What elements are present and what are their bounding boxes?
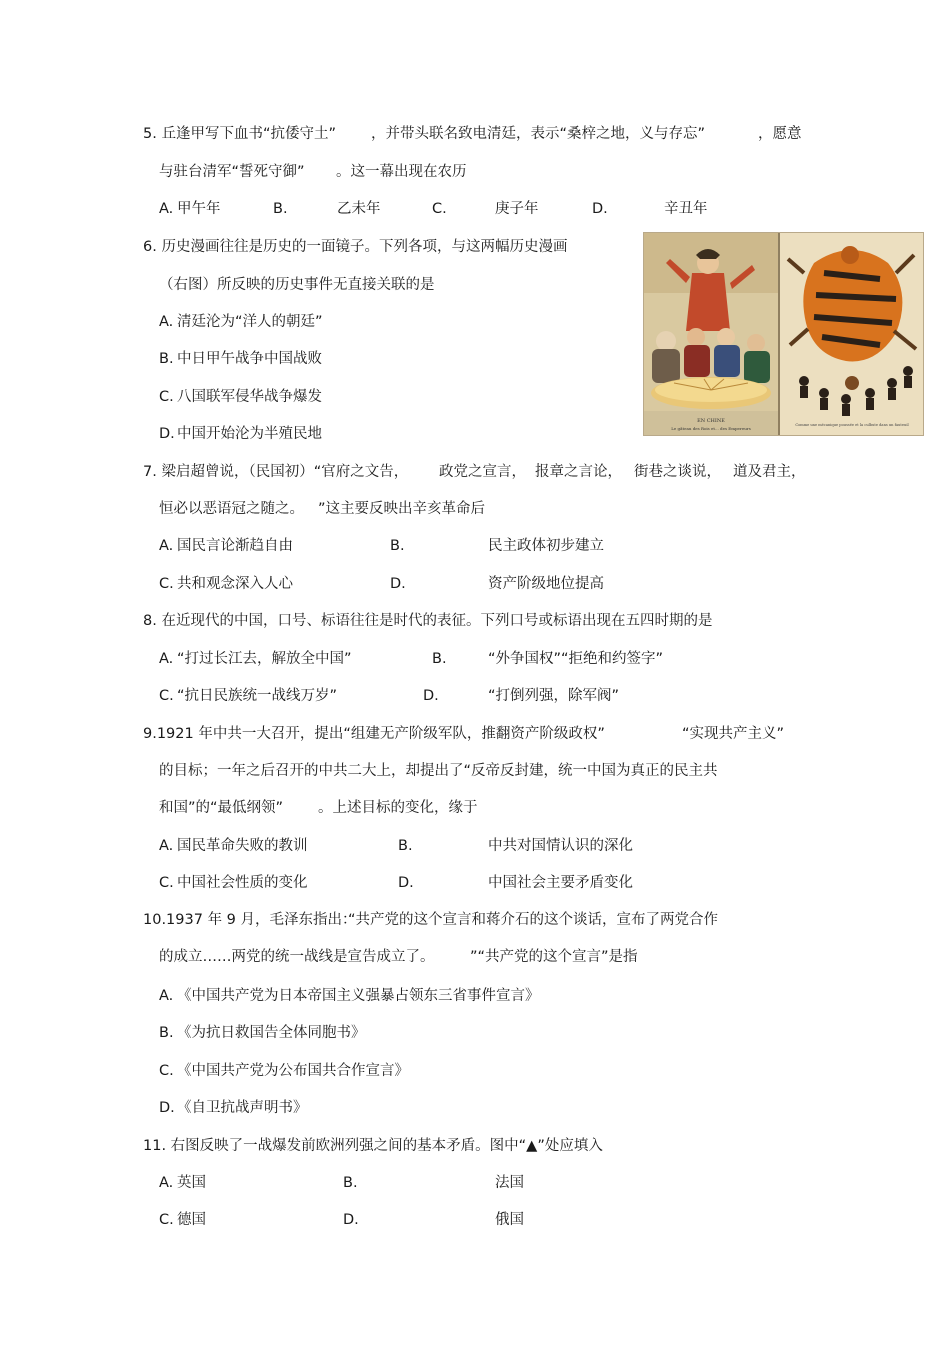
q11-option-d-letter: D. (343, 1212, 359, 1228)
q11-option-b-text: 法国 (495, 1175, 524, 1191)
q10-option-c-letter: C. (159, 1063, 174, 1079)
q11-option-c-text: 德国 (177, 1212, 206, 1228)
q9-line3-a: 和国”的“最低纲领” (159, 800, 284, 816)
q6-option-a-letter: A. (159, 314, 174, 330)
q9-line2: 的目标；一年之后召开的中共二大上，却提出了“反帝反封建，统一中国为真正的民主共 (159, 763, 718, 779)
q6-option-c-letter: C. (159, 389, 174, 405)
q8-option-d-text: “打倒列强，除军阀” (488, 688, 620, 704)
right-cartoon (780, 233, 924, 436)
q6-option-b-text: 中日甲午战争中国战败 (177, 351, 322, 367)
q10-line2-a: 的成立……两党的统一战线是宣告成立了。 (159, 949, 435, 965)
q8-option-d-letter: D. (423, 688, 439, 704)
q5-option-b-text: 乙未年 (337, 201, 381, 217)
q9-option-b-text: 中共对国情认识的深化 (488, 838, 633, 854)
q7-line2-a: 恒必以恶语冠之随之。 (159, 501, 304, 517)
q6-option-a-text: 清廷沦为“洋人的朝廷” (177, 314, 323, 330)
q6-option-c-text: 八国联军侵华战争爆发 (177, 389, 322, 405)
q11-option-b-letter: B. (343, 1175, 358, 1191)
q9-option-c-text: 中国社会性质的变化 (177, 875, 308, 891)
q7-option-c-letter: C. (159, 576, 174, 592)
q8-option-c-letter: C. (159, 688, 174, 704)
q10-line2-b: ”“共产党的这个宣言”是指 (470, 949, 638, 965)
q11-option-a-text: 英国 (177, 1175, 206, 1191)
q10-line1-a: 10.1937 年 9 月，毛泽东指出： (143, 912, 357, 928)
q7-line1-c: 报章之言论， (535, 464, 622, 480)
q10-option-b-letter: B. (159, 1025, 174, 1041)
q7-line1-a: 7. 梁启超曾说，（民国初）“官府之文告， (143, 464, 409, 480)
q5-option-d-letter: D. (592, 201, 608, 217)
q5-option-d-text: 辛丑年 (664, 201, 708, 217)
q6-line1: 6. 历史漫画往往是历史的一面镜子。下列各项，与这两幅历史漫画 (143, 239, 568, 255)
q9-option-d-text: 中国社会主要矛盾变化 (488, 875, 633, 891)
q5-line1-c: ，愿意 (758, 126, 802, 142)
q9-line1-b: “实现共产主义” (682, 726, 785, 742)
q6-option-d-letter: D. (159, 426, 175, 442)
q9-option-b-letter: B. (398, 838, 413, 854)
q7-line2-b: ”这主要反映出辛亥革命后 (318, 501, 486, 517)
q9-line3-b: 。上述目标的变化，缘于 (318, 800, 478, 816)
q5-option-c-letter: C. (432, 201, 447, 217)
q8-option-a-letter: A. (159, 651, 174, 667)
q8-option-c-text: “抗日民族统一战线万岁” (177, 688, 338, 704)
q9-option-a-text: 国民革命失败的教训 (177, 838, 308, 854)
q9-option-c-letter: C. (159, 875, 174, 891)
q5-line1-b: ，并带头联名致电清廷，表示“桑梓之地，义与存忘” (371, 126, 706, 142)
q7-option-d-text: 资产阶级地位提高 (488, 576, 604, 592)
q7-line1-e: 道及君主， (733, 464, 806, 480)
q5-line2-b: 。这一幕出现在农历 (336, 164, 467, 180)
q7-option-b-text: 民主政体初步建立 (488, 538, 604, 554)
left-cartoon-subcaption: Le gâteau des Rois et... des Empereurs (671, 426, 751, 431)
q8-option-b-letter: B. (432, 651, 447, 667)
left-cartoon (644, 233, 778, 436)
q10-option-a-letter: A. (159, 988, 174, 1004)
q6-line2: （右图）所反映的历史事件无直接关联的是 (159, 277, 435, 293)
q10-option-a-text: 《中国共产党为日本帝国主义强暴占领东三省事件宣言》 (177, 988, 540, 1004)
q9-option-a-letter: A. (159, 838, 174, 854)
q5-option-a-text: 甲午年 (177, 201, 221, 217)
q11-option-a-letter: A. (159, 1175, 174, 1191)
q7-option-c-text: 共和观念深入人心 (177, 576, 293, 592)
historical-cartoons-image (643, 232, 924, 436)
q11-line1: 11. 右图反映了一战爆发前欧洲列强之间的基本矛盾。图中“▲”处应填入 (143, 1138, 603, 1154)
q5-line1-a: 5. 丘逢甲写下血书“抗倭守土” (143, 126, 336, 142)
q7-line1-d: 街巷之谈说， (634, 464, 721, 480)
q7-option-a-letter: A. (159, 538, 174, 554)
q9-option-d-letter: D. (398, 875, 414, 891)
q7-line1-b: 政党之宣言， (439, 464, 526, 480)
q11-option-d-text: 俄国 (495, 1212, 524, 1228)
q7-option-b-letter: B. (390, 538, 405, 554)
right-cartoon-caption: Comme une mécanique poussée et la culbute dans un fauteuil (795, 423, 909, 427)
q7-option-d-letter: D. (390, 576, 406, 592)
q10-option-d-letter: D. (159, 1100, 175, 1116)
q11-option-c-letter: C. (159, 1212, 174, 1228)
q9-line1-a: 9.1921 年中共一大召开，提出“组建无产阶级军队，推翻资产阶级政权” (143, 726, 605, 742)
q8-option-b-text: “外争国权”“拒绝和约签字” (488, 651, 664, 667)
q6-option-d-text: 中国开始沦为半殖民地 (177, 426, 322, 442)
q5-option-c-text: 庚子年 (495, 201, 539, 217)
q8-option-a-text: “打过长江去，解放全中国” (177, 651, 352, 667)
q8-line1: 8. 在近现代的中国，口号、标语往往是时代的表征。下列口号或标语出现在五四时期的是 (143, 613, 713, 629)
q10-option-b-text: 《为抗日救国告全体同胞书》 (177, 1025, 366, 1041)
left-cartoon-caption: EN CHINE (697, 418, 725, 424)
q5-line2-a: 与驻台清军“誓死守御” (159, 164, 305, 180)
q6-option-b-letter: B. (159, 351, 174, 367)
q10-option-d-text: 《自卫抗战声明书》 (177, 1100, 308, 1116)
q10-line1-b: “共产党的这个宣言和蒋介石的这个谈话，宣布了两党合作 (348, 912, 719, 928)
q5-option-b-letter: B. (273, 201, 288, 217)
q7-option-a-text: 国民言论渐趋自由 (177, 538, 293, 554)
q5-option-a-letter: A. (159, 201, 174, 217)
q10-option-c-text: 《中国共产党为公布国共合作宣言》 (177, 1063, 409, 1079)
